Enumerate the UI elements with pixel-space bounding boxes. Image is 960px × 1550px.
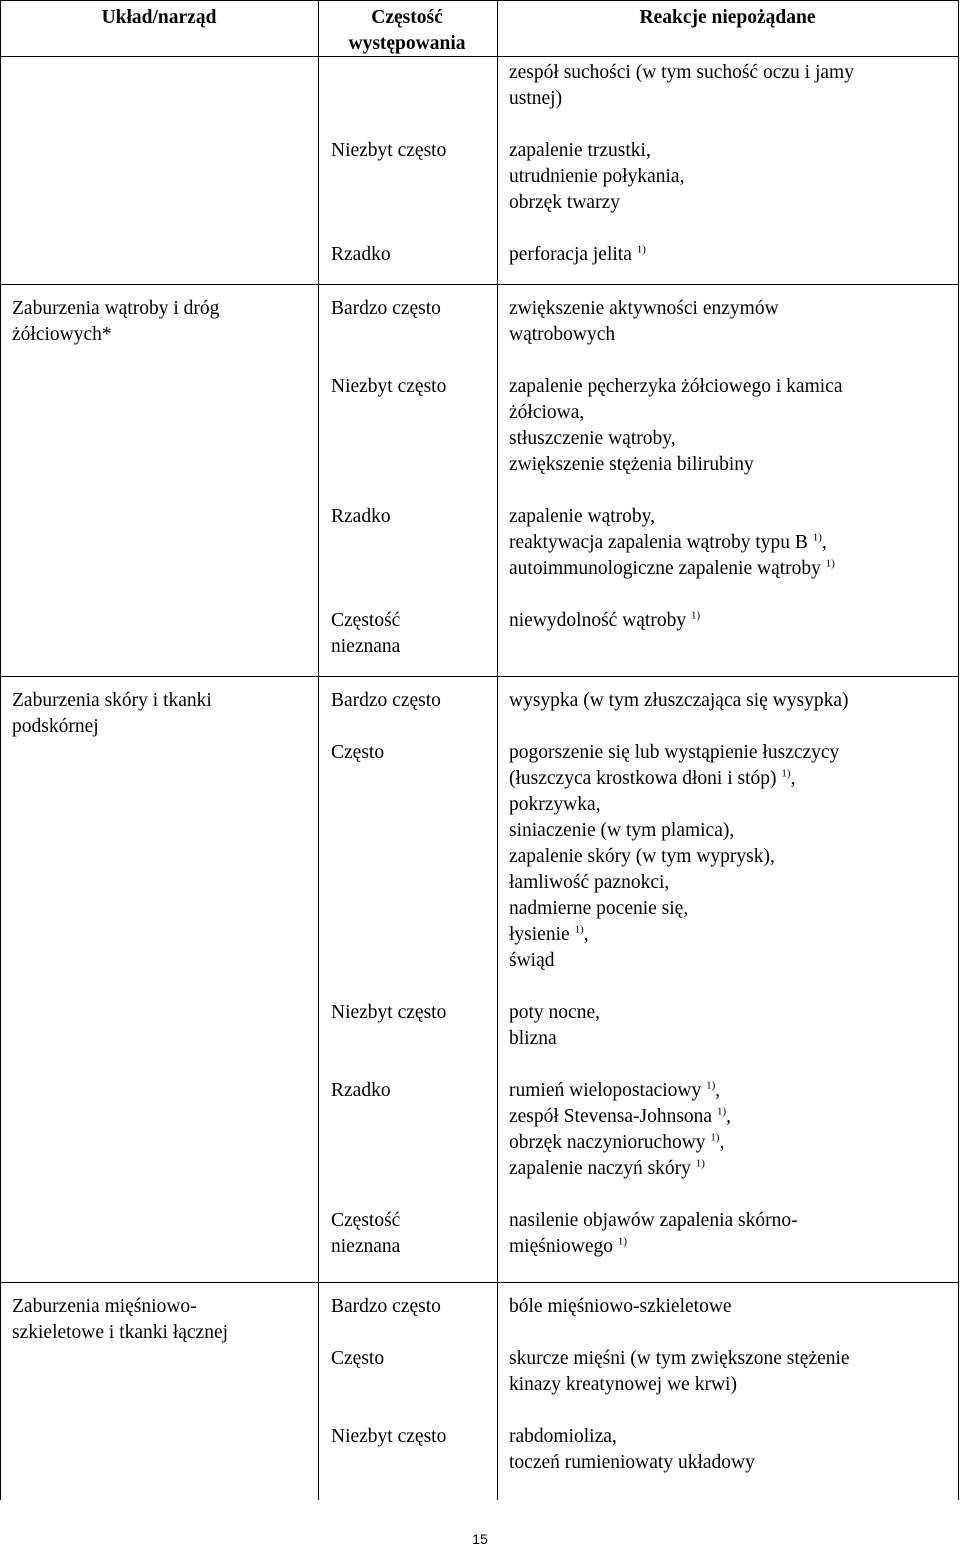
reaction-line	[509, 1078, 731, 1104]
reaction-text: (łuszczyca krostkowa dłoni i stóp)	[509, 768, 782, 789]
reaction-line	[509, 922, 839, 948]
reaction-line	[509, 844, 839, 870]
table-border-left	[0, 0, 1, 1500]
reaction-line	[509, 1000, 600, 1026]
reaction-text: zwiększenie stężenia bilirubiny	[509, 454, 754, 475]
frequency-text: Bardzo często	[331, 298, 441, 319]
reaction-line	[509, 530, 835, 556]
reaction-text: łysienie	[509, 924, 575, 945]
reaction-text: nadmierne pocenie się,	[509, 898, 689, 919]
frequency-label	[331, 504, 391, 530]
reaction-line	[509, 374, 842, 400]
reaction-text: zwiększenie aktywności enzymów	[509, 298, 779, 319]
organ-system-name	[12, 688, 312, 740]
reaction-text: blizna	[509, 1028, 557, 1049]
reaction-text: nasilenie objawów zapalenia skórno-	[509, 1210, 798, 1231]
reaction-text: reaktywacja zapalenia wątroby typu B	[509, 532, 813, 553]
organ-system-name-line: Zaburzenia skóry i tkanki	[12, 690, 212, 711]
reaction-text: pogorszenie się lub wystąpienie łuszczycy	[509, 742, 840, 763]
group-divider-skin	[0, 676, 959, 677]
reaction-line	[509, 556, 835, 582]
reaction-line	[509, 296, 779, 322]
frequency-text: Rzadko	[331, 1080, 391, 1101]
reaction-text: skurcze mięśni (w tym zwiększone stężenie	[509, 1348, 850, 1369]
reaction-text: łamliwość paznokci,	[509, 872, 670, 893]
frequency-label	[331, 1208, 400, 1260]
frequency-label	[331, 1078, 391, 1104]
reaction-list	[509, 242, 646, 268]
footnote-marker: 1)	[574, 923, 584, 936]
frequency-label	[331, 608, 400, 660]
frequency-text: Niezbyt często	[331, 140, 447, 161]
reaction-line	[509, 426, 842, 452]
group-divider-musculoskeletal	[0, 1282, 959, 1283]
footnote-marker: 1)	[690, 609, 701, 622]
frequency-text: Niezbyt często	[331, 376, 447, 397]
reaction-text: ustnej)	[509, 88, 563, 109]
reaction-line	[509, 688, 849, 714]
reaction-text: rumień wielopostaciowy	[509, 1080, 707, 1101]
reaction-line	[509, 870, 839, 896]
reaction-line	[509, 1130, 731, 1156]
reaction-text: rabdomioliza,	[509, 1426, 617, 1447]
reaction-line	[509, 60, 854, 86]
reaction-line	[509, 400, 842, 426]
reaction-text: kinazy kreatynowej we krwi)	[509, 1374, 737, 1395]
reaction-list	[509, 1078, 731, 1182]
reaction-text: pokrzywka,	[509, 794, 601, 815]
reaction-line	[509, 190, 684, 216]
reaction-line	[509, 1372, 850, 1398]
footnote-marker: 1)	[781, 767, 791, 780]
reaction-punctuation: ,	[821, 532, 827, 553]
reaction-text: obrzęk naczynioruchowy	[509, 1132, 711, 1153]
column-divider-2	[497, 0, 498, 1500]
reaction-list	[509, 1294, 732, 1320]
reaction-punctuation: ,	[790, 768, 796, 789]
reaction-text: mięśniowego	[509, 1236, 618, 1257]
reaction-line	[509, 1450, 755, 1476]
reaction-line	[509, 792, 839, 818]
reaction-list	[509, 138, 684, 216]
reaction-text: niewydolność wątroby	[509, 610, 691, 631]
organ-system-name-line: Zaburzenia mięśniowo-	[12, 1296, 197, 1317]
frequency-label	[331, 740, 384, 766]
reaction-line	[509, 452, 842, 478]
organ-system-name-line: Zaburzenia wątroby i dróg	[12, 298, 220, 319]
footnote-marker: 1)	[812, 531, 822, 544]
reaction-text: stłuszczenie wątroby,	[509, 428, 676, 449]
reaction-text: zapalenie pęcherzyka żółciowego i kamica	[509, 376, 843, 397]
reaction-line	[509, 322, 779, 348]
reaction-text: wysypka (w tym złuszczająca się wysypka)	[509, 690, 849, 711]
reaction-text: zapalenie wątroby,	[509, 506, 655, 527]
frequency-text: nieznana	[331, 1236, 401, 1257]
reaction-list	[509, 60, 854, 112]
footnote-marker: 1)	[636, 243, 646, 256]
table-border-top	[0, 0, 959, 1]
table-border-right	[958, 0, 959, 1500]
reaction-line	[509, 948, 839, 974]
reaction-line	[509, 1294, 732, 1320]
reaction-text: zapalenie naczyń skóry	[509, 1158, 696, 1179]
frequency-text: Niezbyt często	[331, 1002, 447, 1023]
frequency-label	[331, 242, 391, 268]
reaction-text: wątrobowych	[509, 324, 616, 345]
organ-system-name-line: szkieletowe i tkanki łącznej	[12, 1322, 229, 1343]
reaction-list	[509, 374, 842, 478]
reaction-list	[509, 1424, 755, 1476]
reaction-text: zespół suchości (w tym suchość oczu i jamy	[509, 62, 854, 83]
organ-system-name	[12, 1294, 312, 1346]
footnote-marker: 1)	[695, 1157, 705, 1170]
reaction-line	[509, 766, 839, 792]
organ-system-name-line: żółciowych*	[12, 324, 112, 345]
reaction-text: toczeń rumieniowaty układowy	[509, 1452, 755, 1473]
reaction-line	[509, 1104, 731, 1130]
reaction-line	[509, 138, 684, 164]
reaction-text: świąd	[509, 950, 555, 971]
frequency-label	[331, 1424, 446, 1450]
frequency-label	[331, 374, 446, 400]
frequency-label	[331, 1346, 384, 1372]
reaction-list	[509, 1208, 798, 1260]
reaction-line	[509, 1346, 850, 1372]
footnote-marker: 1)	[710, 1131, 720, 1144]
footnote-marker: 1)	[825, 557, 835, 570]
reaction-text: bóle mięśniowo-szkieletowe	[509, 1296, 732, 1317]
group-divider-liver	[0, 284, 959, 285]
frequency-text: Niezbyt często	[331, 1426, 447, 1447]
header-reactions: Reakcje niepożądane	[639, 7, 816, 28]
reaction-line	[509, 164, 684, 190]
frequency-text: nieznana	[331, 636, 401, 657]
reaction-line	[509, 86, 854, 112]
reaction-line	[509, 1026, 600, 1052]
reaction-text: autoimmunologiczne zapalenie wątroby	[509, 558, 826, 579]
reaction-list	[509, 296, 779, 348]
organ-system-name-line: podskórnej	[12, 716, 99, 737]
reaction-punctuation: ,	[719, 1132, 725, 1153]
reaction-line	[509, 608, 700, 634]
frequency-label	[331, 1000, 446, 1026]
header-organ-system: Układ/narząd	[101, 7, 217, 28]
reaction-line	[509, 896, 839, 922]
footnote-marker: 1)	[716, 1105, 727, 1118]
reaction-text: utrudnienie połykania,	[509, 166, 685, 187]
frequency-label	[331, 688, 441, 714]
reaction-punctuation: ,	[583, 924, 589, 945]
reaction-text: żółciowa,	[509, 402, 585, 423]
reaction-text: zespół Stevensa-Johnsona	[509, 1106, 717, 1127]
frequency-label	[331, 1294, 441, 1320]
header-frequency: Częstość występowania	[348, 7, 466, 54]
reaction-text: siniaczenie (w tym plamica),	[509, 820, 735, 841]
footnote-marker: 1)	[617, 1235, 628, 1248]
reaction-text: zapalenie skóry (w tym wyprysk),	[509, 846, 775, 867]
footnote-marker: 1)	[706, 1079, 716, 1092]
page-number: 15	[472, 1531, 488, 1547]
reaction-line	[509, 242, 646, 268]
frequency-label	[331, 296, 441, 322]
reaction-line	[509, 1208, 798, 1234]
column-divider-1	[318, 0, 319, 1500]
frequency-text: Rzadko	[331, 506, 391, 527]
reaction-list	[509, 688, 849, 714]
reaction-list	[509, 1346, 850, 1398]
frequency-text: Częstość	[331, 1210, 401, 1231]
reaction-list	[509, 504, 835, 582]
frequency-text: Rzadko	[331, 244, 391, 265]
reaction-line	[509, 740, 839, 766]
frequency-text: Częstość	[331, 610, 401, 631]
reaction-punctuation: ,	[715, 1080, 721, 1101]
frequency-text: Bardzo często	[331, 1296, 441, 1317]
reaction-line	[509, 1234, 798, 1260]
frequency-text: Często	[331, 742, 385, 763]
reaction-text: poty nocne,	[509, 1002, 600, 1023]
reaction-list	[509, 1000, 600, 1052]
reaction-line	[509, 1424, 755, 1450]
reaction-list	[509, 740, 839, 974]
reaction-list	[509, 608, 700, 634]
frequency-text: Często	[331, 1348, 385, 1369]
reaction-line	[509, 1156, 731, 1182]
frequency-label	[331, 138, 446, 164]
reaction-text: obrzęk twarzy	[509, 192, 620, 213]
reaction-punctuation: ,	[726, 1106, 732, 1127]
reaction-line	[509, 818, 839, 844]
reaction-text: zapalenie trzustki,	[509, 140, 651, 161]
frequency-text: Bardzo często	[331, 690, 441, 711]
reaction-line	[509, 504, 835, 530]
organ-system-name	[12, 296, 312, 348]
reaction-text: perforacja jelita	[509, 244, 637, 265]
